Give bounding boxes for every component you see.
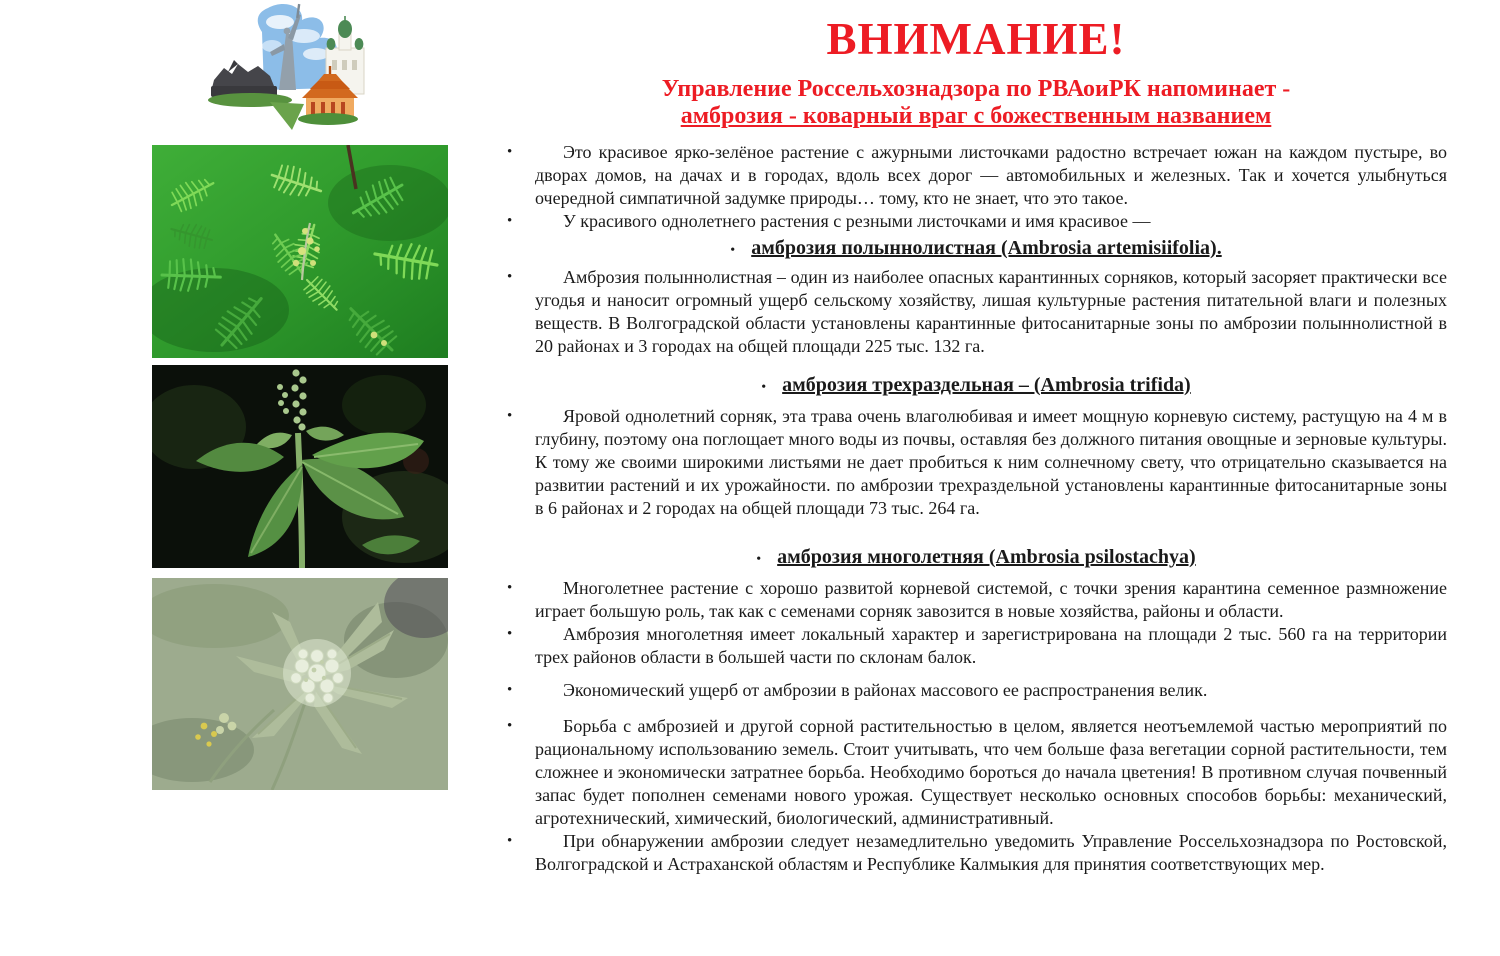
ambrosia-psilostachya-photo: [152, 578, 448, 790]
rosselkhoznadzor-regions-logo-icon: [208, 2, 374, 134]
paragraph-text: Это красивое ярко-зелёное растение с ажурными листочками радостно встречает южан на каждом пустыре, во дворах домов, на дачах и в городах, вдоль всех дорог — автомобильных и железных. Так и хочется улыбнуться очередной симпатичной задумке природы… тому, кто не знает, что это такое.: [535, 142, 1447, 208]
photo-column: [152, 145, 448, 790]
bullet-marker: •: [756, 552, 762, 567]
heading-text: амброзия многолетняя (Ambrosia psilostachya): [777, 546, 1196, 568]
paragraph-text: Борьба с амброзией и другой сорной растительностью в целом, является неотъемлемой частью мероприятий по рациональному использованию земель. Стоит учитывать, что чем больше фаза вегетации сорной растительности, тем сложнее и экономически затратнее борьба. Необходимо бороться до начала цветения! В противном случая почвенный запас будет пополнен семенами нового урожая. Существует несколько основных способов борьбы: механический, агротехнический, химический, биологический, административный.: [535, 716, 1447, 828]
paragraph-text: Амброзия полыннолистная – один из наиболее опасных карантинных сорняков, который засоряет практически все угодья и наносит огромный ущерб сельскому хозяйству, лишая культурные растения питательной влаги и полезных веществ. В Волгоградской области установлены карантинные фитосанитарные зоны по амброзии полыннолистной в 20 районах и 3 городах на общей площади 225 тыс. 132 га.: [535, 267, 1447, 356]
bullet-paragraph: [505, 405, 1447, 520]
bullet-paragraph: [505, 577, 1447, 623]
subtitle-line-1: Управление Россельхознадзора по РВАоиРК напоминает -: [661, 76, 1291, 103]
bullet-marker: •: [761, 380, 767, 395]
bullet-paragraph: [505, 141, 1447, 210]
section-heading-psilostachya: [505, 544, 1447, 573]
section-heading-artemisiifolia: [505, 235, 1447, 264]
bullet-marker: •: [507, 626, 513, 642]
paragraph-text: У красивого однолетнего растения с резными листочками и имя красивое —: [563, 211, 1151, 231]
bullet-marker: •: [507, 682, 513, 698]
section-heading-trifida: [505, 372, 1447, 401]
paragraph-text: Амброзия многолетняя имеет локальный характер и зарегистрирована на площади 2 тыс. 560 га на территории трех районов области в большей части по склонам балок.: [535, 624, 1447, 667]
article-body: [505, 141, 1447, 876]
bullet-marker: •: [730, 243, 736, 258]
bullet-marker: •: [507, 718, 513, 734]
document-header: [505, 16, 1447, 130]
bullet-marker: •: [507, 269, 513, 285]
paragraph-text: Яровой однолетний сорняк, эта трава очень влаголюбивая и имеет мощную корневую систему, растущую на 4 м в глубину, поэтому она поглощает много воды из почвы, оставляя без должного питания овощные и зерновые культуры. К тому же своими широкими листьями не дает пробиться к ним солнечному свету, что отрицательно сказывается на развитии растений и их урожайности. по амброзии трехраздельной установлены карантинные фитосанитарные зоны в 6 районах и 2 городах на общей площади 73 тыс. 264 га.: [535, 406, 1447, 518]
bullet-paragraph: [505, 266, 1447, 358]
bullet-paragraph: [505, 715, 1447, 830]
heading-text: амброзия трехраздельная – (Ambrosia trifida): [782, 374, 1191, 396]
page-title: ВНИМАНИЕ!: [826, 14, 1126, 64]
bullet-paragraph: [505, 623, 1447, 669]
bullet-paragraph: [505, 679, 1447, 702]
paragraph-text: При обнаружении амброзии следует незамедлительно уведомить Управление Россельхознадзора по Ростовской, Волгоградской и Астраханской областям и Республике Калмыкия для принятия соответствующих мер.: [535, 831, 1447, 874]
bullet-marker: •: [507, 833, 513, 849]
ambrosia-artemisiifolia-photo: [152, 145, 448, 358]
paragraph-text: Экономический ущерб от амброзии в районах массового ее распространения велик.: [563, 680, 1208, 700]
paragraph-text: Многолетнее растение с хорошо развитой корневой системой, с точки зрения карантина семенное размножение играет большую роль, так как с семенами сорняк завозится в новые хозяйства, районы и области.: [535, 578, 1447, 621]
heading-text: амброзия полыннолистная (Ambrosia artemisiifolia).: [751, 237, 1222, 259]
ambrosia-trifida-photo: [152, 365, 448, 568]
bullet-marker: •: [507, 580, 513, 596]
bullet-paragraph: [505, 830, 1447, 876]
bullet-paragraph: [505, 210, 1447, 233]
bullet-marker: •: [507, 144, 513, 160]
bullet-marker: •: [507, 213, 513, 229]
subtitle-line-2: амброзия - коварный враг с божественным названием: [680, 102, 1272, 129]
bullet-marker: •: [507, 408, 513, 424]
